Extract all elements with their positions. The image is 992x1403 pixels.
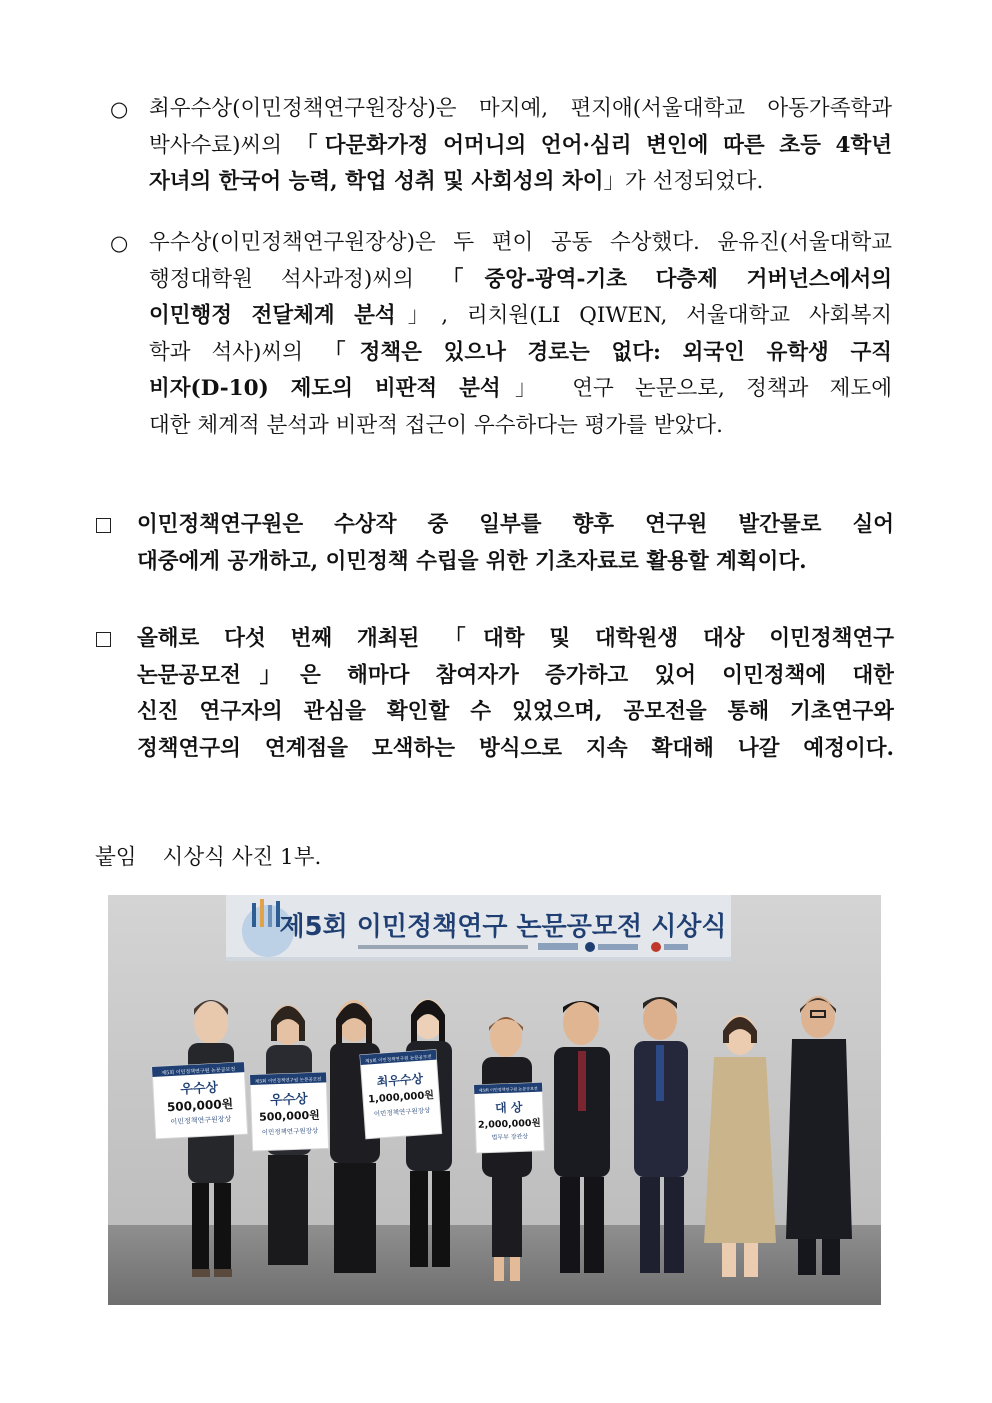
- sign-award: 우수상: [180, 1080, 219, 1098]
- text-line: 대한 체계적 분석과 비판적 접근이 우수하다는 평가를 받았다.: [149, 412, 723, 438]
- text-line: 학과 석사)씨의 「정책은 있으나 경로는 없다: 외국인 유학생 구직: [149, 339, 892, 365]
- text-line: 최우수상(이민정책연구원장상)은 마지예, 편지애(서울대학교 아동가족학과: [149, 96, 892, 121]
- paragraph-contest-outlook: [137, 621, 894, 767]
- sign-giver: 이민정책연구원장상: [373, 1106, 431, 1119]
- paragraph-grand-prize: [149, 91, 892, 201]
- award-sign: [250, 1072, 329, 1151]
- text-line: 정책연구의 연계점을 모색하는 방식으로 지속 확대해 나갈 예정이다.: [137, 735, 894, 761]
- banner-title: 제5회 이민정책연구 논문공모전 시상식: [279, 912, 727, 942]
- text-line: 비자(D-10) 제도의 비판적 분석」 연구 논문으로, 정책과 제도에: [149, 376, 892, 401]
- ceremony-photo: [108, 895, 881, 1305]
- sign-giver: 이민정책연구원장상: [261, 1126, 319, 1137]
- sign-header: 제5회 이민정책연구원 논문공모전: [478, 1085, 538, 1093]
- sign-award: 최우수상: [376, 1071, 424, 1089]
- sign-amount: 1,000,000원: [367, 1089, 435, 1106]
- sign-header: 제5회 이민정책연구원 논문공모전: [254, 1077, 322, 1085]
- sign-giver: 이민정책연구원장상: [170, 1114, 232, 1127]
- text-line: 이민정책연구원은 수상작 중 일부를 향후 연구원 발간물로 실어: [137, 512, 894, 537]
- sign-giver: 법무부 장관상: [491, 1133, 529, 1142]
- text-line: 올해로 다섯 번째 개최된 「대학 및 대학원생 대상 이민정책연구: [137, 626, 894, 651]
- sign-award: 대 상: [494, 1100, 523, 1116]
- square-bullet: [96, 518, 111, 533]
- annex-text: 시상식 사진 1부.: [162, 845, 322, 870]
- award-sign: [360, 1050, 442, 1139]
- award-sign: [474, 1083, 544, 1153]
- award-sign: [152, 1062, 248, 1139]
- banner: [226, 895, 731, 961]
- circle-bullet: ○: [110, 231, 129, 255]
- sign-header: 제5회 이민정책연구원 논문공모전: [161, 1066, 236, 1077]
- sign-amount: 500,000원: [166, 1096, 234, 1115]
- text-line: 논문공모전」은 해마다 참여자가 증가하고 있어 이민정책에 대한: [137, 662, 894, 688]
- sign-amount: 2,000,000원: [477, 1117, 541, 1131]
- paragraph-excellence-prize: [149, 225, 892, 444]
- text-line: 우수상(이민정책연구원장상)은 두 편이 공동 수상했다. 윤유진(서울대학교: [149, 230, 892, 255]
- circle-bullet: ○: [110, 97, 129, 121]
- text-line: 자녀의 한국어 능력, 학업 성취 및 사회성의 차이」가 선정되었다.: [149, 169, 764, 194]
- sign-award: 우수상: [269, 1092, 308, 1109]
- text-line: 이민행정 전달체계 분석」, 리치원(LI QIWEN, 서울대학교 사회복지: [149, 303, 892, 328]
- text-line: 행정대학원 석사과정)씨의 「중앙-광역-기초 다층제 거버넌스에서의: [149, 266, 892, 292]
- paragraph-publication-plan: [137, 507, 894, 580]
- sign-amount: 500,000원: [258, 1108, 321, 1124]
- sign-header: 제5회 이민정책연구원 논문공모전: [365, 1055, 432, 1065]
- text-line: 신진 연구자의 관심을 확인할 수 있었으며, 공모전을 통해 기초연구와: [137, 699, 894, 724]
- square-bullet: [96, 632, 111, 647]
- text-line: 대중에게 공개하고, 이민정책 수립을 위한 기초자료로 활용할 계획이다.: [137, 548, 807, 574]
- text-line: 박사수료)씨의 「다문화가정 어머니의 언어·심리 변인에 따른 초등 4학년: [149, 132, 892, 158]
- annex-note: [95, 843, 321, 873]
- annex-label: 붙임: [95, 845, 137, 870]
